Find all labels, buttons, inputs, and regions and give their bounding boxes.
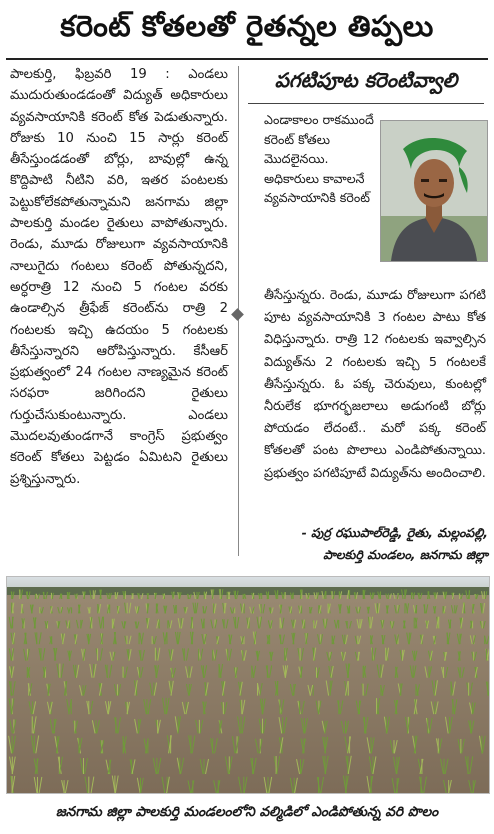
photo-caption: జనగామ జిల్లా పాలకుర్తి మండలంలోని వల్మిడిలో ఎండిపోతున్న వరి పొలం (55, 804, 439, 820)
sidebar-credit (268, 522, 488, 566)
credit-line-1: - పుర్ర రఘుపాల్‌రెడ్డి, రైతు, మల్లంపల్లి, (301, 525, 488, 540)
sidebar-heading-rule (248, 103, 484, 104)
credit-line-2: పాలకుర్తి మండలం, జనగామ జిల్లా (323, 547, 488, 562)
farmer-portrait-photo (380, 120, 488, 262)
farmer-portrait-illustration (381, 121, 487, 261)
sidebar-quote-part2: తీసేస్తున్నరు. రెండు, మూడు రోజులుగా పగటి పూట వ్యవసాయానికి 3 గంటల పాటు కోత విధిస్తున్నారు. రాత్రి 12 గంటలకు ఇవ్వాల్సిన విద్యుత్‌ను 2 గంటలకు ఇచ్చి 5 గంటలకే తీసేస్తున్నరు. ఓ పక్క చెరువులు, కుంటల్లో నీరులేక భూగర్భజలాలు అడుగంటి బోర్లు పోయడం లేదంటే.. మరో పక్క కరెంట్ కోతలతో పంట పొలాలు ఎండిపోతున్నాయి. ప్రభుత్వం పగటిపూటే విద్యుత్‌ను అందించాలి. (264, 288, 486, 481)
dry-paddy-field-illustration (7, 577, 489, 793)
headline-underline (6, 58, 488, 60)
sidebar-quote-body (264, 285, 486, 485)
lead-story-column (10, 64, 228, 564)
dry-paddy-field-photo (6, 576, 490, 794)
sidebar-quote-top (264, 110, 374, 208)
divider-ornament (231, 308, 244, 321)
sidebar-heading: పగటిపూట కరెంటివ్వాలి (274, 68, 458, 92)
sidebar-quote-part1: ఎండాకాలం రాకముందే కరెంట్ కోతలు మొదలైనయి. అధికారులు కావాలనే వ్యవసాయానికి కరెంట్ (264, 112, 374, 205)
article-headline: కరెంట్ కోతలతో రైతన్నల తిప్పలు (60, 9, 434, 43)
lead-paragraph: పాలకుర్తి, ఫిబ్రవరి 19 : ఎండలు ముదురుతుండడంతో విద్యుత్ అధికారులు వ్యవసాయానికి కరెంట్ కోత పెడుతున్నారు. రోజుకు 10 నుంచి 15 సార్లు కరెంట్ తీసేస్తుండడంతో బోర్లు, బావుల్లో ఉన్న కొద్దిపాటి నీటిని వరి, ఇతర పంటలకు పెట్టుకోలేకపోతున్నామని జనగామ జిల్లా పాలకుర్తి మండల రైతులు వాపోతున్నారు. రెండు, మూడు రోజులుగా వ్యవసాయానికి నాలుగైదు గంటలు కరెంట్ పోతున్నదని, అర్ధరాత్రి 12 నుంచి 5 గంటల వరకు ఉండాల్సిన త్రీఫేజ్ కరెంట్‌ను రాత్రి 2 గంటలకు ఇచ్చి ఉదయం 5 గంటలకు తీసేస్తున్నారని ఆరోపిస్తున్నారు. కేసీఆర్ ప్రభుత్వంలో 24 గంటల నాణ్యమైన కరెంట్ సరఫరా జరిగిందని రైతులు గుర్తుచేసుకుంటున్నారు. ఎండలు మొదలవుతుండగానే కాంగ్రెస్ ప్రభుత్వం కరెంట్ కోతలు పెట్టడం ఏమిటని రైతులు ప్రశ్నిస్తున్నారు. (10, 67, 228, 487)
